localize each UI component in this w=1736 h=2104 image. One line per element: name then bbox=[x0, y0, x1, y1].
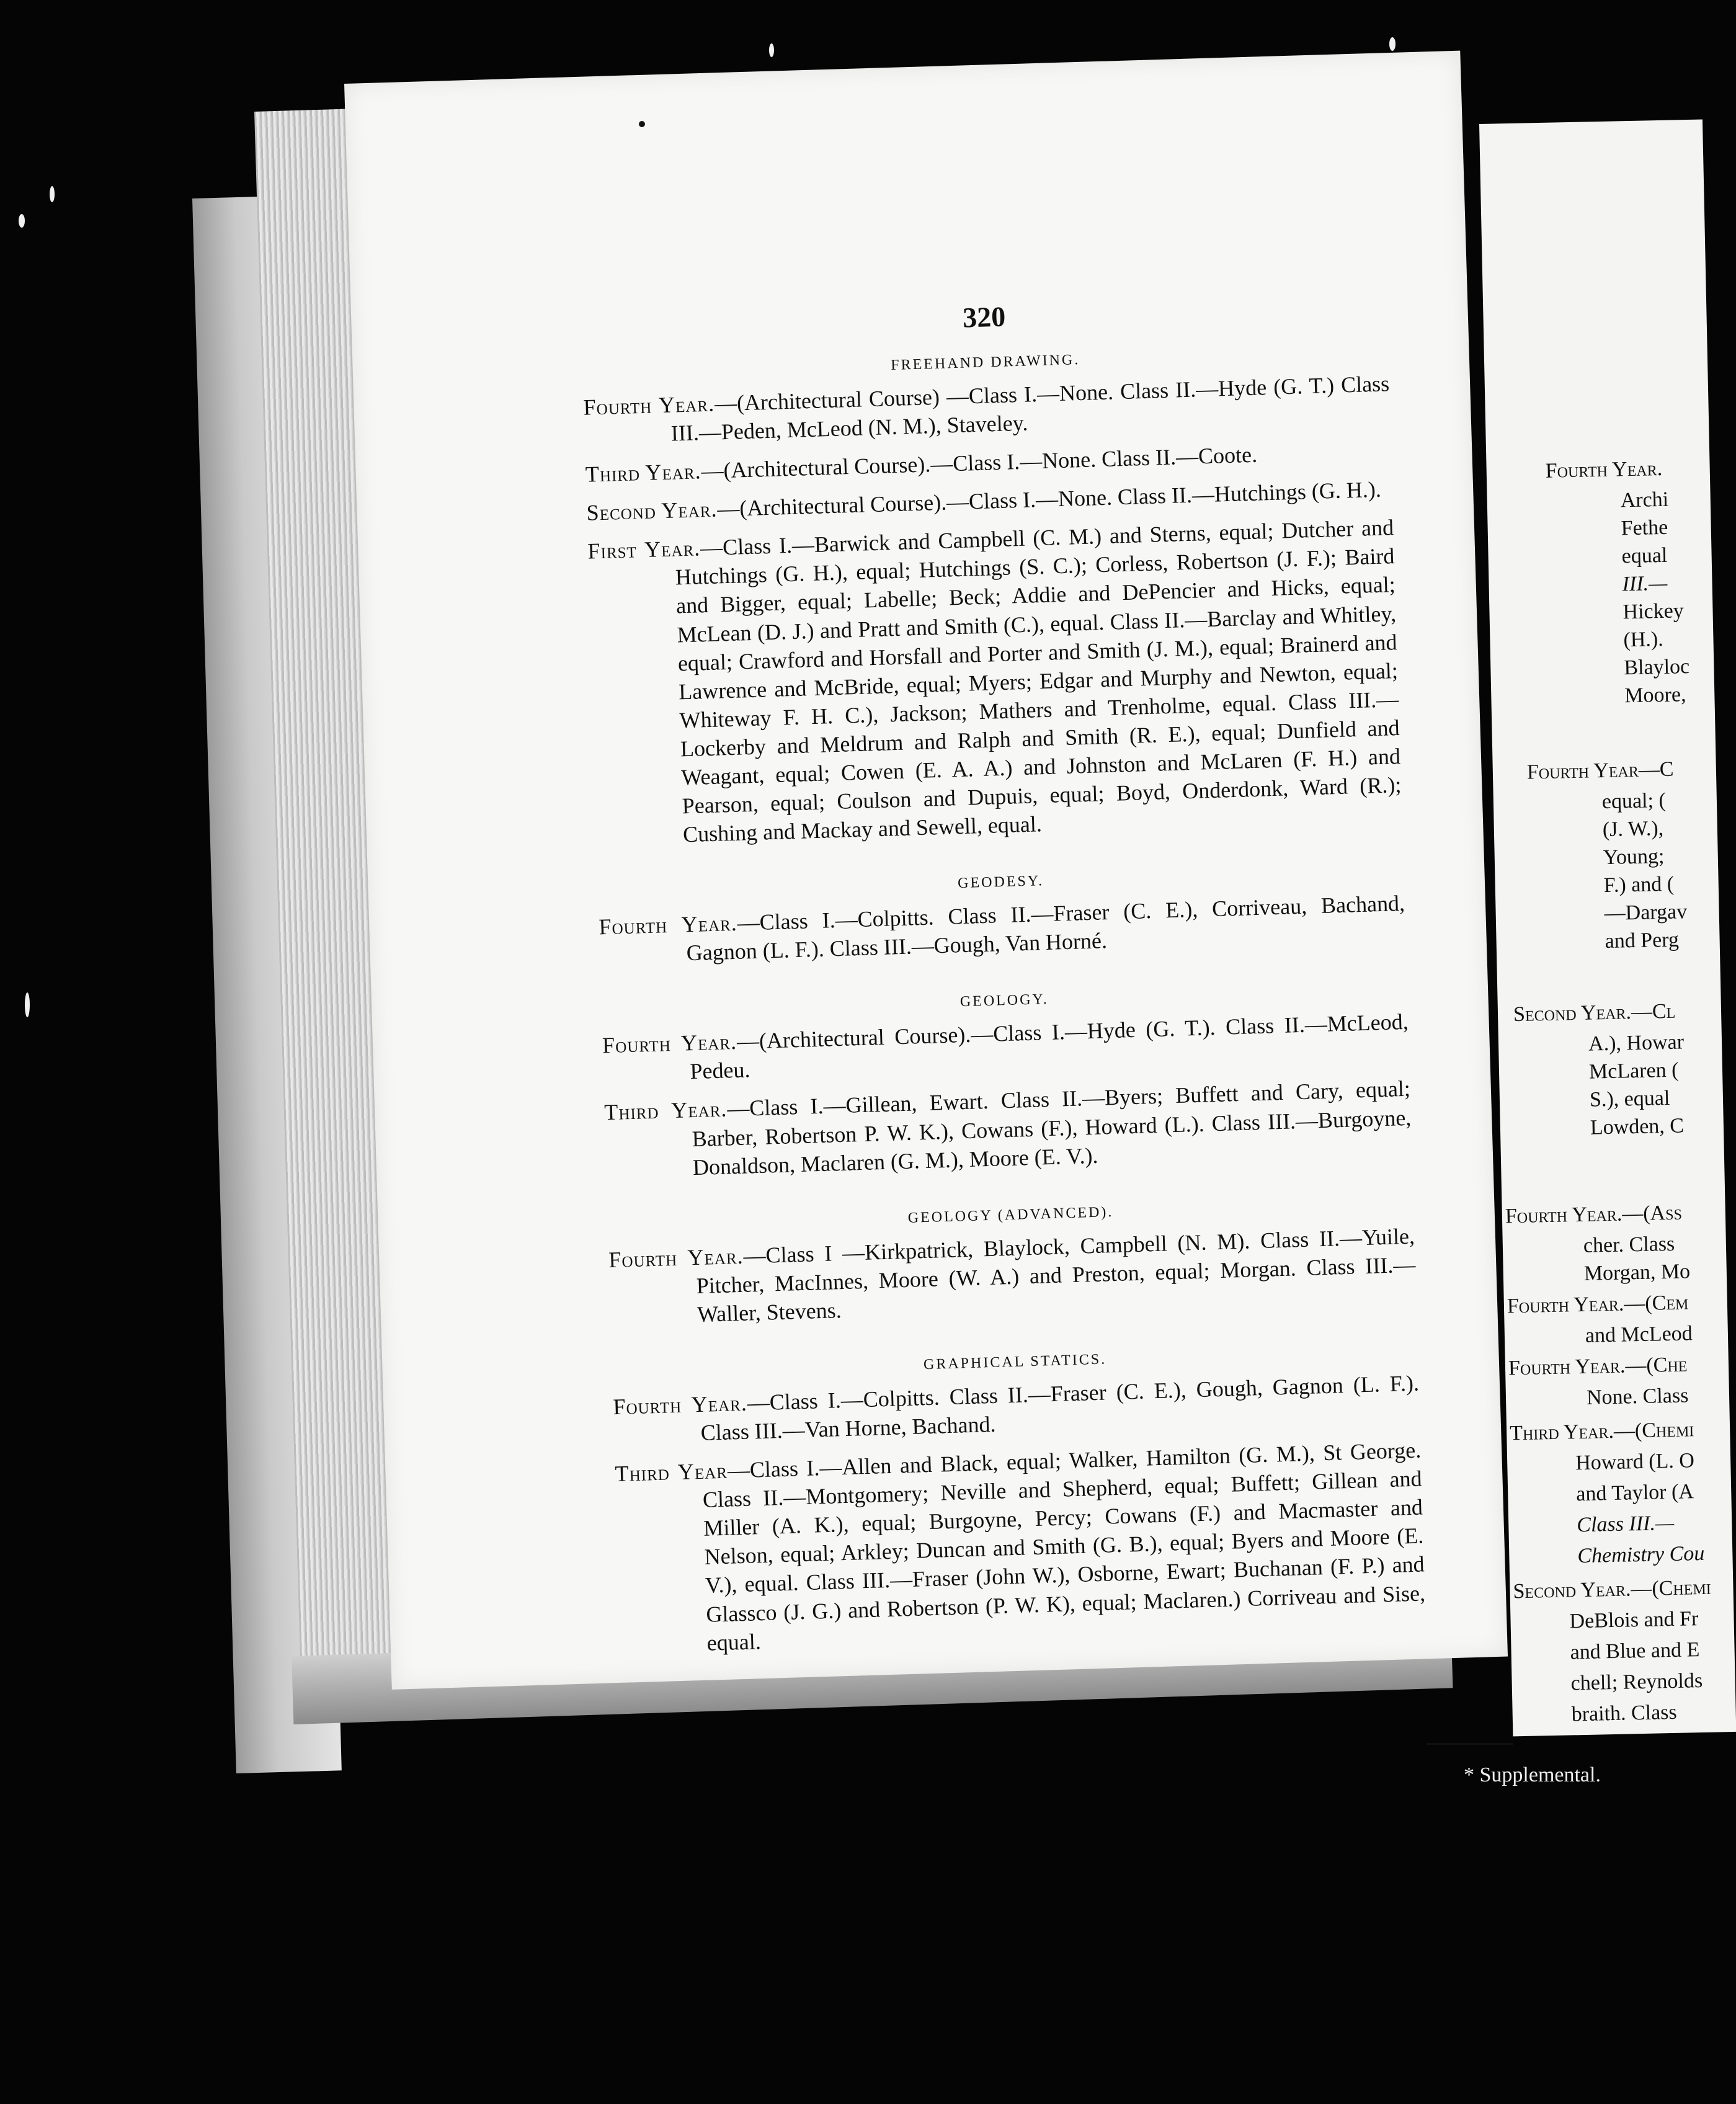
year-label: Fourth Year. bbox=[612, 1390, 748, 1420]
entry-text: —Class I.—Gillean, Ewart. Class II.—Byers; Buffett and Cary, equal; Barber, Robertson P. W. K.), Cowans (F.), Howard (L.). Class III.—Burgoyne, Donaldson, Maclaren (G. M.), Moore (E. V.). bbox=[692, 1076, 1412, 1180]
entry-text: —Class I.—Colpitts. Class II.—Fraser (C. E.), Corriveau, Bachand, Gagnon (L. F.). Class III.—Gough, Van Horné. bbox=[686, 891, 1405, 966]
entry-text: —Class I.—Colpitts. Class II.—Fraser (C. E.), Gough, Gagnon (L. F.). Class III.—Van Horne, Bachand. bbox=[700, 1370, 1420, 1445]
section-geodesy bbox=[598, 862, 1406, 970]
page-content bbox=[581, 288, 1427, 1669]
entry-text: —(Architectural Course).—Class I.—None. Class II.—Coote. bbox=[700, 442, 1258, 484]
right-line: III.— bbox=[1622, 571, 1668, 596]
right-line: Chemistry Cou bbox=[1577, 1541, 1705, 1568]
year-label: Third Year bbox=[615, 1458, 728, 1487]
footnote: * Supplemental. bbox=[1464, 1763, 1601, 1786]
section-freehand-drawing bbox=[582, 342, 1403, 851]
right-line: S.), equal bbox=[1589, 1086, 1670, 1112]
right-line: Second Year.—Cl bbox=[1513, 999, 1676, 1027]
scan-speck bbox=[50, 186, 55, 202]
section-graphical-statics bbox=[612, 1342, 1427, 1659]
left-page bbox=[344, 51, 1508, 1690]
entry-text: —(Architectural Course) —Class I.—None. Class II.—Hyde (G. T.) Class III.—Peden, McLeod (N. M.), Staveley. bbox=[670, 371, 1390, 446]
section-geology bbox=[601, 981, 1412, 1184]
scan-speck bbox=[25, 992, 30, 1017]
entry bbox=[608, 1221, 1417, 1331]
entry-text: —Class I.—Barwick and Campbell (C. M.) and Sterns, equal; Dutcher and Hutchings (G. H.), equal; Hutchings (S. C.); Corless, Robertson (J. F.); Baird and Bigger, equal; Labelle; Beck; Addie and DePencier and Hicks, equal; McLean (D. J.) and Pratt and Smith (C.), equal. Class II.—Barclay and Whitley, equal; Crawford and Horsfall and Porter and Smith (J. M.), equal; Brainerd and Lawrence and McBride, equal; Myers; Edgar and Murphy and Newton, equal; Whiteway F. H. C.), Jackson; Mathers and Trenholme, equal. Class III.—Lockerby and Meldrum and Ralph and Smith (R. E.), equal; Dunfield and Weagant, equal; Cowen (E. A. A.) and Johnston and McLaren (F. H.) and Pearson, equal; Coulson and Dupuis, equal; Boyd, Onderdonk, Ward (R.); Cushing and Mackay and Sewell, equal. bbox=[675, 515, 1402, 847]
right-line: Third Year.—(Chemi bbox=[1509, 1418, 1694, 1445]
right-line: Blayloc bbox=[1624, 655, 1690, 680]
year-label: Fourth Year. bbox=[598, 910, 738, 940]
year-label: Third Year. bbox=[585, 458, 702, 487]
right-line: Fourth Year.—(Che bbox=[1508, 1353, 1688, 1380]
section-heading: GRAPHICAL STATICS. bbox=[923, 1351, 1107, 1373]
entry-text: —Class I —Kirkpatrick, Blaylock, Campbell (N. M). Class II.—Yuile, Pitcher, MacInnes, Moore (W. A.) and Preston, equal; Morgan. Class III.—Waller, Stevens. bbox=[696, 1223, 1416, 1327]
right-line: and Taylor (A bbox=[1575, 1480, 1694, 1506]
right-line: and McLeod bbox=[1585, 1322, 1693, 1347]
section-heading: GEODESY. bbox=[957, 873, 1044, 892]
year-label: Fourth Year. bbox=[602, 1029, 737, 1058]
right-line: Second Year.—(Chemi bbox=[1513, 1576, 1712, 1603]
entry-text: —(Architectural Course).—Class I.—Hyde (G. T.). Class II.—McLeod, Pedeu. bbox=[689, 1009, 1409, 1084]
right-line: —Dargav bbox=[1604, 900, 1688, 925]
entry bbox=[583, 369, 1391, 450]
right-line: Archi bbox=[1620, 488, 1669, 512]
right-line: Fourth Year.—(Ass bbox=[1505, 1201, 1683, 1228]
year-label: First Year. bbox=[587, 535, 701, 564]
section-heading: GEOLOGY. bbox=[959, 991, 1049, 1010]
year-label: Third Year. bbox=[603, 1096, 728, 1125]
section-heading: FREEHAND DRAWING. bbox=[890, 352, 1080, 374]
right-line: Fourth Year. bbox=[1545, 457, 1663, 483]
year-label: Fourth Year. bbox=[583, 391, 715, 420]
right-line: Howard (L. O bbox=[1575, 1449, 1695, 1475]
year-label: Fourth Year. bbox=[608, 1243, 744, 1272]
right-line: McLaren ( bbox=[1588, 1058, 1679, 1084]
right-line: equal bbox=[1621, 543, 1668, 568]
page-number: 320 bbox=[962, 300, 1006, 334]
right-line: A.), Howar bbox=[1588, 1030, 1685, 1056]
right-line: (J. W.), bbox=[1602, 817, 1664, 842]
right-line: and Blue and E bbox=[1570, 1638, 1700, 1664]
entry bbox=[587, 513, 1402, 851]
right-line: Hickey bbox=[1622, 599, 1685, 624]
right-page-fragment bbox=[1479, 119, 1736, 1736]
entry bbox=[604, 1074, 1413, 1184]
right-line: Fourth Year—C bbox=[1526, 757, 1674, 784]
right-line: (H.). bbox=[1623, 627, 1664, 652]
section-geology-advanced bbox=[607, 1195, 1417, 1331]
scan-speck bbox=[1389, 37, 1395, 51]
entry bbox=[613, 1368, 1420, 1450]
year-label: Second Year. bbox=[586, 496, 718, 525]
right-line: Morgan, Mo bbox=[1583, 1260, 1691, 1285]
right-line: Fethe bbox=[1621, 515, 1668, 540]
entry-text: —(Architectural Course).—Class I.—None. Class II.—Hutchings (G. H.). bbox=[716, 476, 1382, 522]
scan-speck bbox=[769, 43, 774, 57]
right-line: F.) and ( bbox=[1603, 872, 1675, 898]
scan-speck bbox=[19, 214, 25, 228]
right-line: None. Class bbox=[1586, 1384, 1689, 1409]
right-line: braith. Class bbox=[1571, 1700, 1678, 1726]
right-line: and Perg bbox=[1605, 928, 1680, 953]
entry bbox=[615, 1436, 1427, 1660]
right-line: cher. Class bbox=[1583, 1232, 1675, 1257]
right-line: Moore, bbox=[1624, 683, 1686, 708]
footnote-rule bbox=[1427, 1743, 1513, 1745]
right-line: Young; bbox=[1603, 845, 1665, 870]
right-page-lines bbox=[1479, 119, 1736, 1736]
right-line: Lowden, C bbox=[1590, 1114, 1685, 1139]
right-line: Fourth Year.—(Cem bbox=[1507, 1291, 1689, 1318]
entry bbox=[599, 889, 1406, 970]
entry bbox=[602, 1007, 1410, 1089]
right-line: DeBlois and Fr bbox=[1569, 1607, 1699, 1633]
scan-dot bbox=[639, 121, 645, 127]
right-line: chell; Reynolds bbox=[1570, 1669, 1703, 1695]
section-heading: GEOLOGY (ADVANCED). bbox=[907, 1203, 1114, 1226]
right-line: Class III.— bbox=[1576, 1511, 1675, 1537]
entry-text: —Class I.—Allen and Black, equal; Walker, Hamilton (G. M.), St George. Class II.—Montgomery; Neville and Shepherd, equal; Buffett; Gillean and Miller (A. K.), equal; Burgoyne, Percy; Cowans (F.) and Macmaster and Nelson, equal; Arkley; Duncan and Smith (G. B.), equal; Byers and Moore (E. V.), equal. Class III.—Fraser (John W.), Osborne, Ewart; Buchanan (F. P.) and Glassco (J. G.) and Robertson (P. W. K), equal; Maclaren.) Corriveau and Sise, equal. bbox=[702, 1437, 1426, 1656]
right-line: equal; ( bbox=[1601, 788, 1667, 814]
